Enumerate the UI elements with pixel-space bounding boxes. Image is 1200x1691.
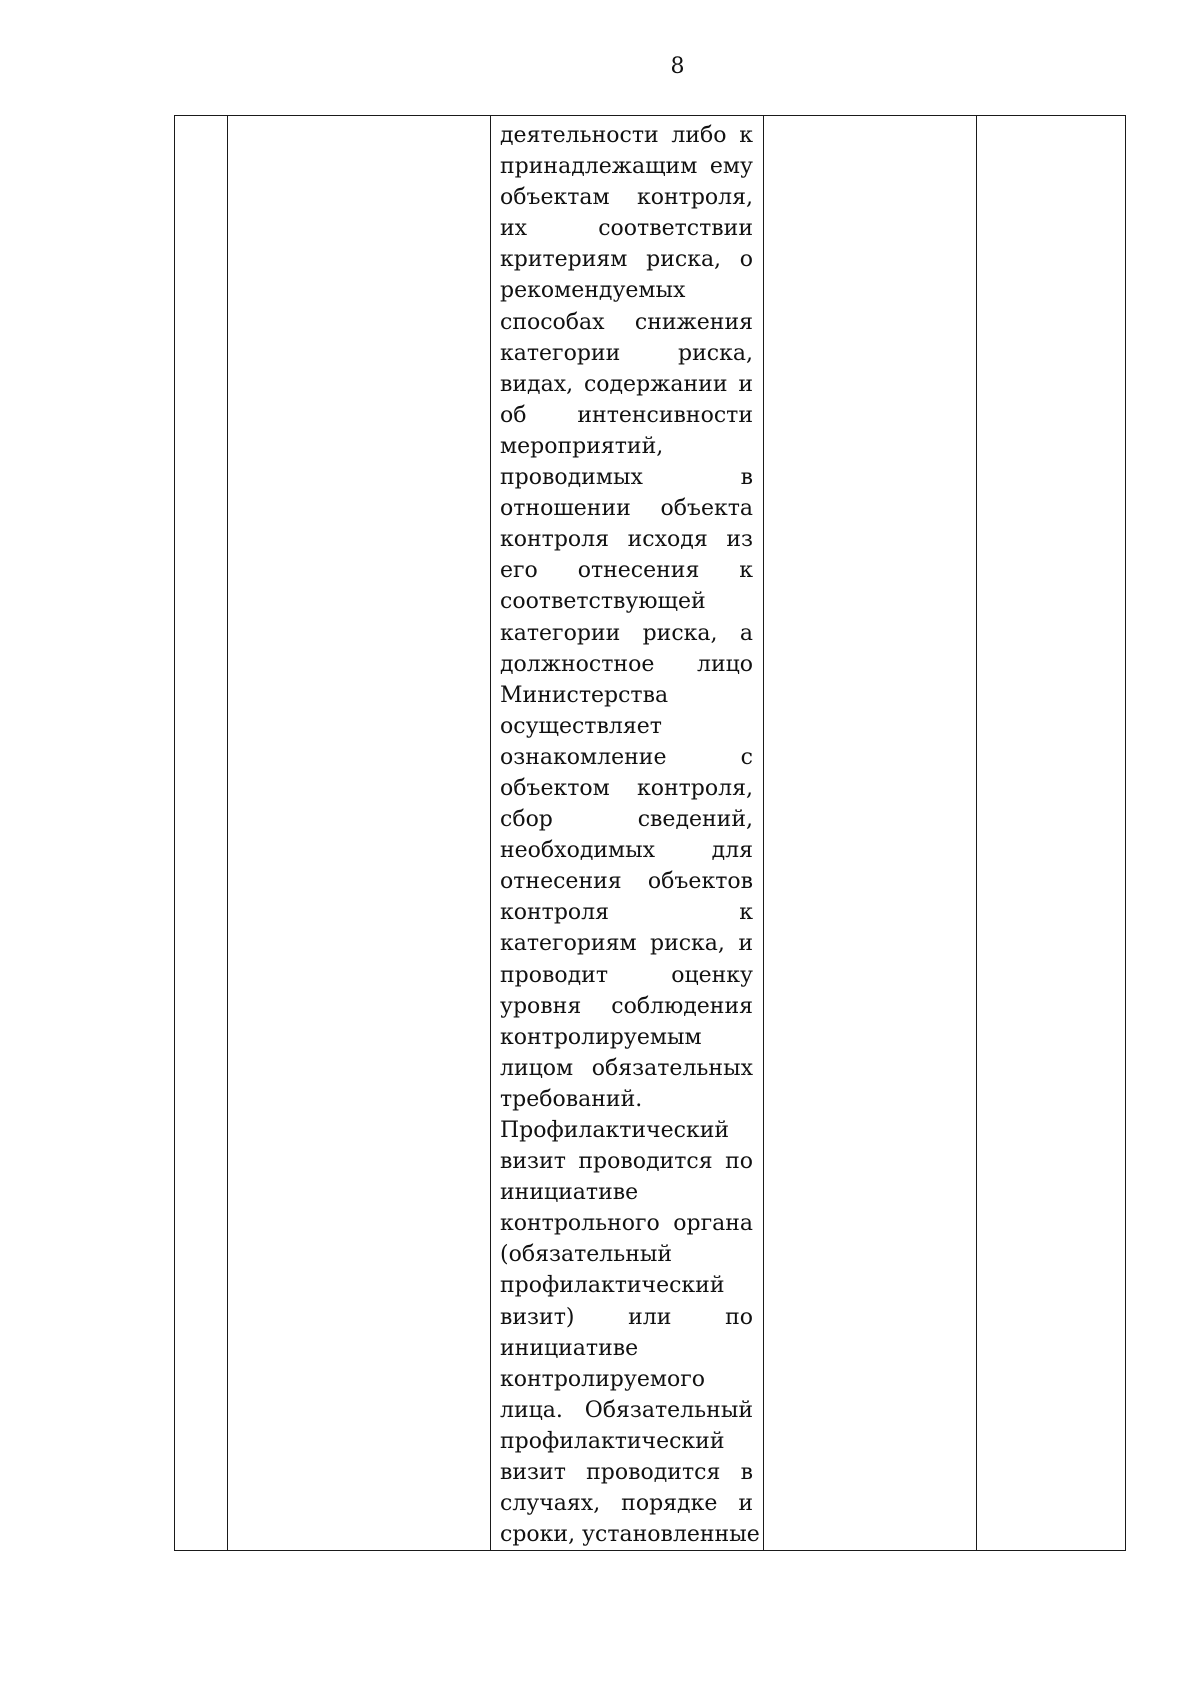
content-line: необходимых для — [500, 838, 753, 864]
content-line: отношении объекта — [500, 496, 753, 522]
content-line: их соответствии — [500, 216, 753, 242]
content-line: контроля к — [500, 900, 753, 926]
content-line: категории риска, — [500, 340, 753, 366]
content-line: инициативе — [500, 1180, 639, 1206]
content-line: мероприятий, — [500, 433, 664, 459]
content-line: случаях, порядке и — [500, 1491, 753, 1517]
content-line: инициативе — [500, 1335, 639, 1361]
content-line: деятельности либо к — [500, 123, 753, 148]
content-line: категории риска, а — [500, 620, 753, 646]
content-line: контролируемого — [500, 1366, 705, 1392]
content-text — [491, 116, 763, 1550]
content-line: осуществляет — [500, 713, 662, 739]
content-line: профилактический — [500, 1273, 725, 1299]
content-line: (обязательный — [500, 1242, 673, 1268]
content-line: контрольного органа — [500, 1211, 753, 1237]
content-line: соответствующей — [500, 589, 706, 615]
content-line: видах, содержании и — [500, 371, 753, 397]
table-cell-responsible — [977, 116, 1126, 1551]
content-line: его отнесения к — [500, 558, 753, 584]
table-cell-number — [175, 116, 228, 1551]
content-line: категориям риска, и — [500, 931, 753, 957]
content-line: уровня соблюдения — [500, 993, 753, 1019]
content-line: контроля исходя из — [500, 527, 753, 553]
content-line: способах снижения — [500, 309, 753, 335]
content-line: отнесения объектов — [500, 869, 753, 895]
table-cell-content — [491, 116, 764, 1551]
table-cell-measure — [228, 116, 491, 1551]
content-line: контролируемым — [500, 1024, 702, 1050]
content-line: принадлежащим ему — [500, 154, 753, 180]
continuation-table — [174, 115, 1126, 1551]
table-row — [175, 116, 1126, 1551]
content-line: лицом обязательных — [500, 1055, 753, 1081]
content-line: проводимых в — [500, 465, 753, 491]
content-line: проводит оценку — [500, 962, 753, 988]
page-number: 8 — [670, 54, 685, 79]
content-line: Профилактический — [500, 1118, 730, 1143]
content-line: визит) или по — [500, 1304, 753, 1330]
content-line: критериям риска, о — [500, 247, 753, 273]
content-line: сбор сведений, — [500, 807, 753, 833]
content-line: лица. Обязательный — [500, 1397, 753, 1423]
content-line: визит проводится в — [500, 1460, 753, 1486]
content-line: профилактический — [500, 1428, 725, 1454]
content-line: об интенсивности — [500, 402, 753, 428]
content-line: объектом контроля, — [500, 775, 753, 801]
content-line: сроки, установленные — [500, 1522, 760, 1548]
content-line: ознакомление с — [500, 744, 753, 770]
content-line: объектам контроля, — [500, 185, 753, 211]
content-line: требований. — [500, 1086, 643, 1112]
content-line: должностное лицо — [500, 651, 753, 677]
content-line: визит проводится по — [500, 1149, 753, 1175]
table-cell-deadline — [764, 116, 977, 1551]
content-line: Министерства — [500, 682, 669, 708]
content-line: рекомендуемых — [500, 278, 686, 304]
